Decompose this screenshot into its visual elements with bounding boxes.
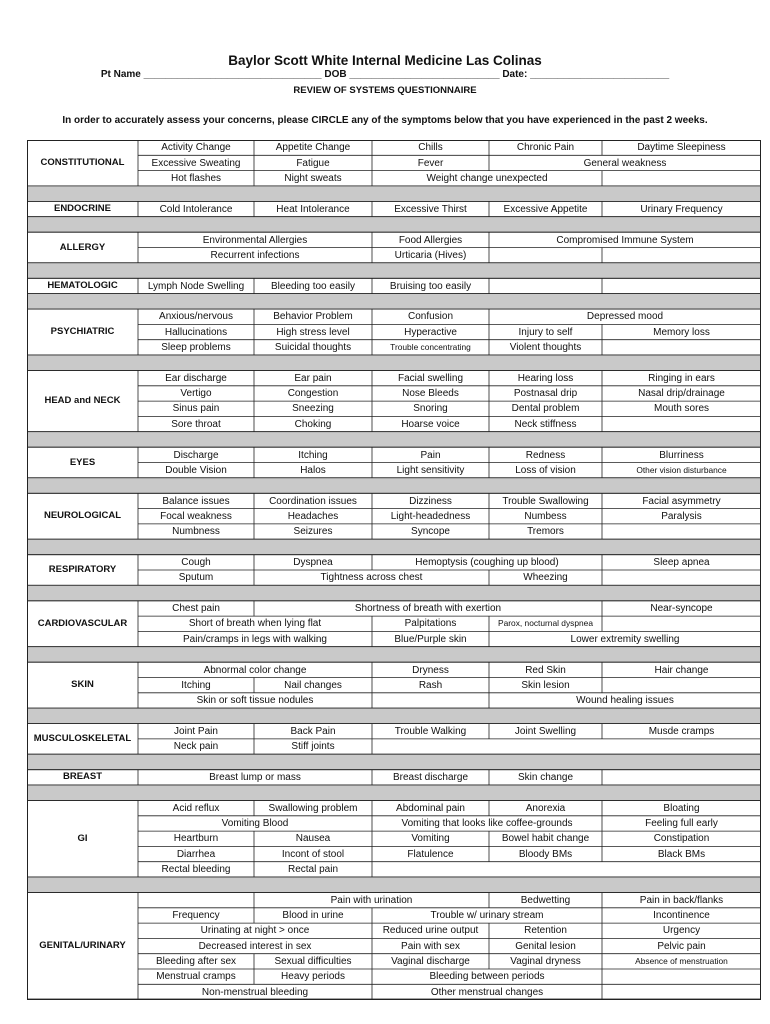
symptom-reduced-urine-output[interactable]: Reduced urine output [382,925,479,937]
symptom-hyperactive[interactable]: Hyperactive [404,326,457,338]
section-separator [27,263,761,279]
symptom-nose-bleeds[interactable]: Nose Bleeds [402,388,459,400]
symptom-ringing-in-ears[interactable]: Ringing in ears [648,372,715,384]
symptom-pelvic-pain[interactable]: Pelvic pain [657,940,706,952]
symptom-violent-thoughts[interactable]: Violent thoughts [509,342,582,353]
symptom-decreased-interest-in-sex[interactable]: Decreased interest in sex [198,940,312,952]
symptom-injury-to-self[interactable]: Injury to self [518,326,573,338]
section-separator [27,785,761,801]
symptom-heavy-periods[interactable]: Heavy periods [281,971,345,983]
section-separator [27,754,761,770]
symptom-wound-healing-issues[interactable]: Wound healing issues [576,695,674,707]
symptom-vaginal-discharge[interactable]: Vaginal discharge [391,956,470,967]
symptom-urticaria-hives[interactable]: Urticaria (Hives) [394,249,467,261]
symptom-flatulence[interactable]: Flatulence [407,848,454,860]
symptom-congestion[interactable]: Congestion [287,388,339,400]
symptom-fever[interactable]: Fever [417,157,444,169]
symptom-diarrhea[interactable]: Diarrhea [176,848,216,860]
symptom-pain[interactable]: Pain [420,449,441,461]
symptom-bowel-habit-change[interactable]: Bowel habit change [501,833,590,845]
symptom-cough[interactable]: Cough [181,557,211,568]
system-label: CARDIOVASCULAR [37,617,128,629]
symptom-vomiting[interactable]: Vomiting [411,833,450,845]
symptom-pain-in-back-flanks[interactable]: Pain in back/flanks [639,894,724,906]
symptom-menstrual-cramps[interactable]: Menstrual cramps [156,971,236,983]
symptom-depressed-mood[interactable]: Depressed mood [586,311,664,323]
section-separator [27,294,761,310]
symptom-pain-with-sex[interactable]: Pain with sex [401,940,460,952]
symptom-dryness[interactable]: Dryness [412,664,449,676]
symptom-sore-throat[interactable]: Sore throat [171,418,221,430]
symptom-black-bms[interactable]: Black BMs [657,848,706,860]
symptom-blurriness[interactable]: Blurriness [659,449,704,461]
symptom-suicidal-thoughts[interactable]: Suicidal thoughts [274,342,352,353]
symptom-blue-purple-skin[interactable]: Blue/Purple skin [394,633,467,645]
system-label: RESPIRATORY [48,564,117,575]
symptom-paralysis[interactable]: Paralysis [661,510,702,522]
symptom-lymph-node-swelling[interactable]: Lymph Node Swelling [147,280,245,292]
symptom-incontinence[interactable]: Incontinence [653,910,710,922]
symptom-numbess[interactable]: Numbess [524,510,567,522]
symptom-fatigue[interactable]: Fatigue [296,157,330,169]
symptom-bleeding-after-sex[interactable]: Bleeding after sex [155,956,237,967]
symptom-trouble-concentrating[interactable]: Trouble concentrating [390,342,471,352]
system-label: PSYCHIATRIC [50,326,115,338]
symptom-chills[interactable]: Chills [418,142,443,154]
symptom-double-vision[interactable]: Double Vision [165,464,227,476]
symptom-bedwetting[interactable]: Bedwetting [520,894,571,906]
symptom-vomiting-that-looks-like-coffee-grounds[interactable]: Vomiting that looks like coffee-grounds [401,818,573,830]
symptom-memory-loss[interactable]: Memory loss [653,326,710,338]
symptom-parox-nocturnal-dyspnea[interactable]: Parox, nocturnal dyspnea [498,618,593,629]
symptom-back-pain[interactable]: Back Pain [290,725,336,737]
section-separator [27,432,761,448]
symptom-other-vision-disturbance[interactable]: Other vision disturbance [636,464,727,475]
symptom-activity-change[interactable]: Activity Change [161,142,231,154]
section-separator [27,539,761,555]
symptom-daytime-sleepiness[interactable]: Daytime Sleepiness [637,142,726,154]
symptom-skin-change[interactable]: Skin change [517,772,574,783]
symptom-excessive-thirst[interactable]: Excessive Thirst [394,203,467,215]
patient-info-line[interactable]: Pt Name ________________________________ DOB ___________________________ Date: _________________________ [100,69,670,80]
system-label: ALLERGY [59,241,106,253]
symptom-breast-lump-or-mass[interactable]: Breast lump or mass [209,772,301,783]
symptom-chest-pain[interactable]: Chest pain [172,603,220,615]
symptom-wheezing[interactable]: Wheezing [523,572,568,584]
form-instructions: In order to accurately assess your concerns, please CIRCLE any of the symptoms below that you have experienced in the past 2 weeks. [62,115,708,126]
section-separator [27,647,761,663]
symptom-dizziness[interactable]: Dizziness [409,495,452,507]
symptom-nail-changes[interactable]: Nail changes [284,679,342,691]
symptom-red-skin[interactable]: Red Skin [525,664,566,676]
symptom-headaches[interactable]: Headaches [287,510,339,522]
symptom-absence-of-menstruation[interactable]: Absence of menstruation [635,956,728,966]
symptom-frequency[interactable]: Frequency [172,910,220,922]
symptom-heartburn[interactable]: Heartburn [173,833,219,845]
symptom-musde-cramps[interactable]: Musde cramps [648,725,715,737]
symptom-tightness-across-chest[interactable]: Tightness across chest [320,572,423,584]
symptom-retention[interactable]: Retention [524,925,567,937]
symptom-dental-problem[interactable]: Dental problem [511,403,580,415]
form-title: Baylor Scott White Internal Medicine Las Colinas [228,53,542,68]
system-label: GENITAL/URINARY [39,940,126,952]
symptom-numbness[interactable]: Numbness [172,526,220,538]
section-separator [27,217,761,233]
symptom-discharge[interactable]: Discharge [173,449,219,461]
symptom-nausea[interactable]: Nausea [295,833,331,845]
symptom-vomiting-blood[interactable]: Vomiting Blood [221,818,289,830]
symptom-neck-stiffness[interactable]: Neck stiffness [514,418,577,430]
symptom-vaginal-dryness[interactable]: Vaginal dryness [510,956,581,967]
symptom-abnormal-color-change[interactable]: Abnormal color change [203,664,307,676]
symptom-redness[interactable]: Redness [525,449,566,461]
symptom-halos[interactable]: Halos [300,464,326,476]
symptom-food-allergies[interactable]: Food Allergies [398,234,463,246]
symptom-excessive-appetite[interactable]: Excessive Appetite [503,203,588,215]
symptom-non-menstrual-bleeding[interactable]: Non-menstrual bleeding [201,986,309,998]
symptom-rectal-pain[interactable]: Rectal pain [287,864,339,875]
symptom-chronic-pain[interactable]: Chronic Pain [516,142,575,154]
symptom-swallowing-problem[interactable]: Swallowing problem [268,802,358,814]
section-separator [27,355,761,371]
symptom-constipation[interactable]: Constipation [653,833,710,845]
symptom-confusion[interactable]: Confusion [407,311,454,323]
symptom-vertigo[interactable]: Vertigo [180,388,212,400]
symptom-rash[interactable]: Rash [418,679,443,691]
symptom-trouble-w-urinary-stream[interactable]: Trouble w/ urinary stream [430,910,544,922]
symptom-sleep-apnea[interactable]: Sleep apnea [653,557,710,568]
symptom-anorexia[interactable]: Anorexia [525,802,566,814]
symptom-acid-reflux[interactable]: Acid reflux [172,802,220,814]
section-separator [27,478,761,494]
symptom-lower-extremity-swelling[interactable]: Lower extremity swelling [570,633,680,645]
system-label: HEMATOLOGIC [47,279,118,291]
symptom-hair-change[interactable]: Hair change [654,664,709,676]
symptom-sneezing[interactable]: Sneezing [292,403,334,415]
symptom-incont-of-stool[interactable]: Incont of stool [281,848,345,860]
symptom-joint-swelling[interactable]: Joint Swelling [514,725,577,737]
section-separator [27,186,761,202]
symptom-snoring[interactable]: Snoring [413,403,448,415]
symptom-pain-cramps-in-legs-with-walking[interactable]: Pain/cramps in legs with walking [183,633,327,645]
symptom-hemoptysis-coughing-up-blood[interactable]: Hemoptysis (coughing up blood) [415,557,559,568]
symptom-sleep-problems[interactable]: Sleep problems [161,342,231,353]
symptom-urinary-frequency[interactable]: Urinary Frequency [640,203,723,215]
symptom-bleeding-between-periods[interactable]: Bleeding between periods [429,971,545,983]
symptom-recurrent-infections[interactable]: Recurrent infections [210,249,300,261]
symptom-stiff-joints[interactable]: Stiff joints [291,741,335,753]
symptom-hoarse-voice[interactable]: Hoarse voice [401,418,460,430]
symptom-trouble-swallowing[interactable]: Trouble Swallowing [502,495,589,507]
symptom-sexual-difficulties[interactable]: Sexual difficulties [274,956,352,967]
symptom-blood-in-urine[interactable]: Blood in urine [282,910,344,922]
symptom-urinating-at-night-once[interactable]: Urinating at night > once [200,925,310,937]
symptom-seizures[interactable]: Seizures [293,526,333,538]
symptom-abdominal-pain[interactable]: Abdominal pain [396,802,465,814]
symptom-sputum[interactable]: Sputum [178,572,214,584]
symptom-neck-pain[interactable]: Neck pain [173,741,219,753]
symptom-night-sweats[interactable]: Night sweats [284,172,342,184]
symptom-feeling-full-early[interactable]: Feeling full early [645,818,718,830]
system-label: CONSTITUTIONAL [40,156,125,168]
symptom-shortness-of-breath-with-exertion[interactable]: Shortness of breath with exertion [354,603,502,615]
symptom-cold-intolerance[interactable]: Cold Intolerance [159,203,233,215]
symptom-compromised-immune-system[interactable]: Compromised Immune System [556,234,694,246]
system-label: NEUROLOGICAL [43,510,122,522]
system-label: ENDOCRINE [53,203,111,215]
symptom-urgency[interactable]: Urgency [662,925,701,937]
system-label: SKIN [71,679,94,691]
symptom-balance-issues[interactable]: Balance issues [162,495,230,507]
symptom-bloody-bms[interactable]: Bloody BMs [518,848,573,860]
symptom-anxious-nervous[interactable]: Anxious/nervous [159,311,233,323]
section-separator [27,877,761,893]
symptom-environmental-allergies[interactable]: Environmental Allergies [202,234,308,246]
symptom-ear-pain[interactable]: Ear pain [294,372,332,384]
section-separator [27,585,761,601]
symptom-breast-discharge[interactable]: Breast discharge [392,772,469,783]
symptom-excessive-sweating[interactable]: Excessive Sweating [151,157,241,169]
symptom-near-syncope[interactable]: Near-syncope [650,603,713,615]
symptom-loss-of-vision[interactable]: Loss of vision [515,464,576,476]
symptom-light-sensitivity[interactable]: Light sensitivity [396,464,465,476]
symptom-behavior-problem[interactable]: Behavior Problem [273,311,353,323]
symptom-general-weakness[interactable]: General weakness [583,157,667,169]
review-of-systems-table [27,140,761,1002]
symptom-itching[interactable]: Itching [298,449,328,461]
symptom-high-stress-level[interactable]: High stress level [276,326,350,338]
symptom-other-menstrual-changes[interactable]: Other menstrual changes [430,986,544,998]
symptom-coordination-issues[interactable]: Coordination issues [269,495,357,507]
system-label: MUSCULOSKELETAL [33,732,132,744]
symptom-sinus-pain[interactable]: Sinus pain [172,403,220,415]
symptom-short-of-breath-when-lying-flat[interactable]: Short of breath when lying flat [188,618,322,630]
symptom-skin-lesion[interactable]: Skin lesion [521,679,570,691]
system-label: HEAD and NECK [44,395,121,407]
symptom-pain-with-urination[interactable]: Pain with urination [330,894,413,906]
symptom-focal-weakness[interactable]: Focal weakness [160,510,232,522]
symptom-syncope[interactable]: Syncope [411,526,450,538]
system-label: EYES [69,456,96,468]
symptom-mouth-sores[interactable]: Mouth sores [653,403,710,415]
symptom-light-headedness[interactable]: Light-headedness [390,510,471,522]
symptom-genital-lesion[interactable]: Genital lesion [515,940,576,952]
symptom-hallucinations[interactable]: Hallucinations [164,326,228,338]
system-label: GI [77,832,88,844]
section-separator [27,708,761,724]
symptom-rectal-bleeding[interactable]: Rectal bleeding [161,864,231,875]
symptom-palpitations[interactable]: Palpitations [404,618,457,630]
symptom-choking[interactable]: Choking [294,418,332,430]
symptom-weight-change-unexpected[interactable]: Weight change unexpected [426,172,548,184]
system-label: BREAST [62,771,103,783]
symptom-skin-or-soft-tissue-nodules[interactable]: Skin or soft tissue nodules [196,695,314,707]
symptom-nasal-drip-drainage[interactable]: Nasal drip/drainage [638,388,725,400]
symptom-facial-swelling[interactable]: Facial swelling [397,372,464,384]
symptom-joint-pain[interactable]: Joint Pain [174,725,218,737]
symptom-bleeding-too-easily[interactable]: Bleeding too easily [271,280,355,292]
symptom-postnasal-drip[interactable]: Postnasal drip [513,388,578,400]
symptom-hot-flashes[interactable]: Hot flashes [170,172,222,184]
symptom-appetite-change[interactable]: Appetite Change [275,142,351,154]
symptom-itching[interactable]: Itching [181,679,211,691]
symptom-ear-discharge[interactable]: Ear discharge [165,372,227,384]
symptom-hearing-loss[interactable]: Hearing loss [517,372,574,384]
symptom-bloating[interactable]: Bloating [663,802,700,814]
symptom-bruising-too-easily[interactable]: Bruising too easily [389,280,472,292]
symptom-facial-asymmetry[interactable]: Facial asymmetry [642,495,721,507]
symptom-trouble-walking[interactable]: Trouble Walking [394,725,467,737]
symptom-heat-intolerance[interactable]: Heat Intolerance [276,203,350,215]
symptom-dyspnea[interactable]: Dyspnea [293,557,333,568]
symptom-tremors[interactable]: Tremors [527,526,564,538]
form-subtitle: REVIEW OF SYSTEMS QUESTIONNAIRE [293,85,477,96]
